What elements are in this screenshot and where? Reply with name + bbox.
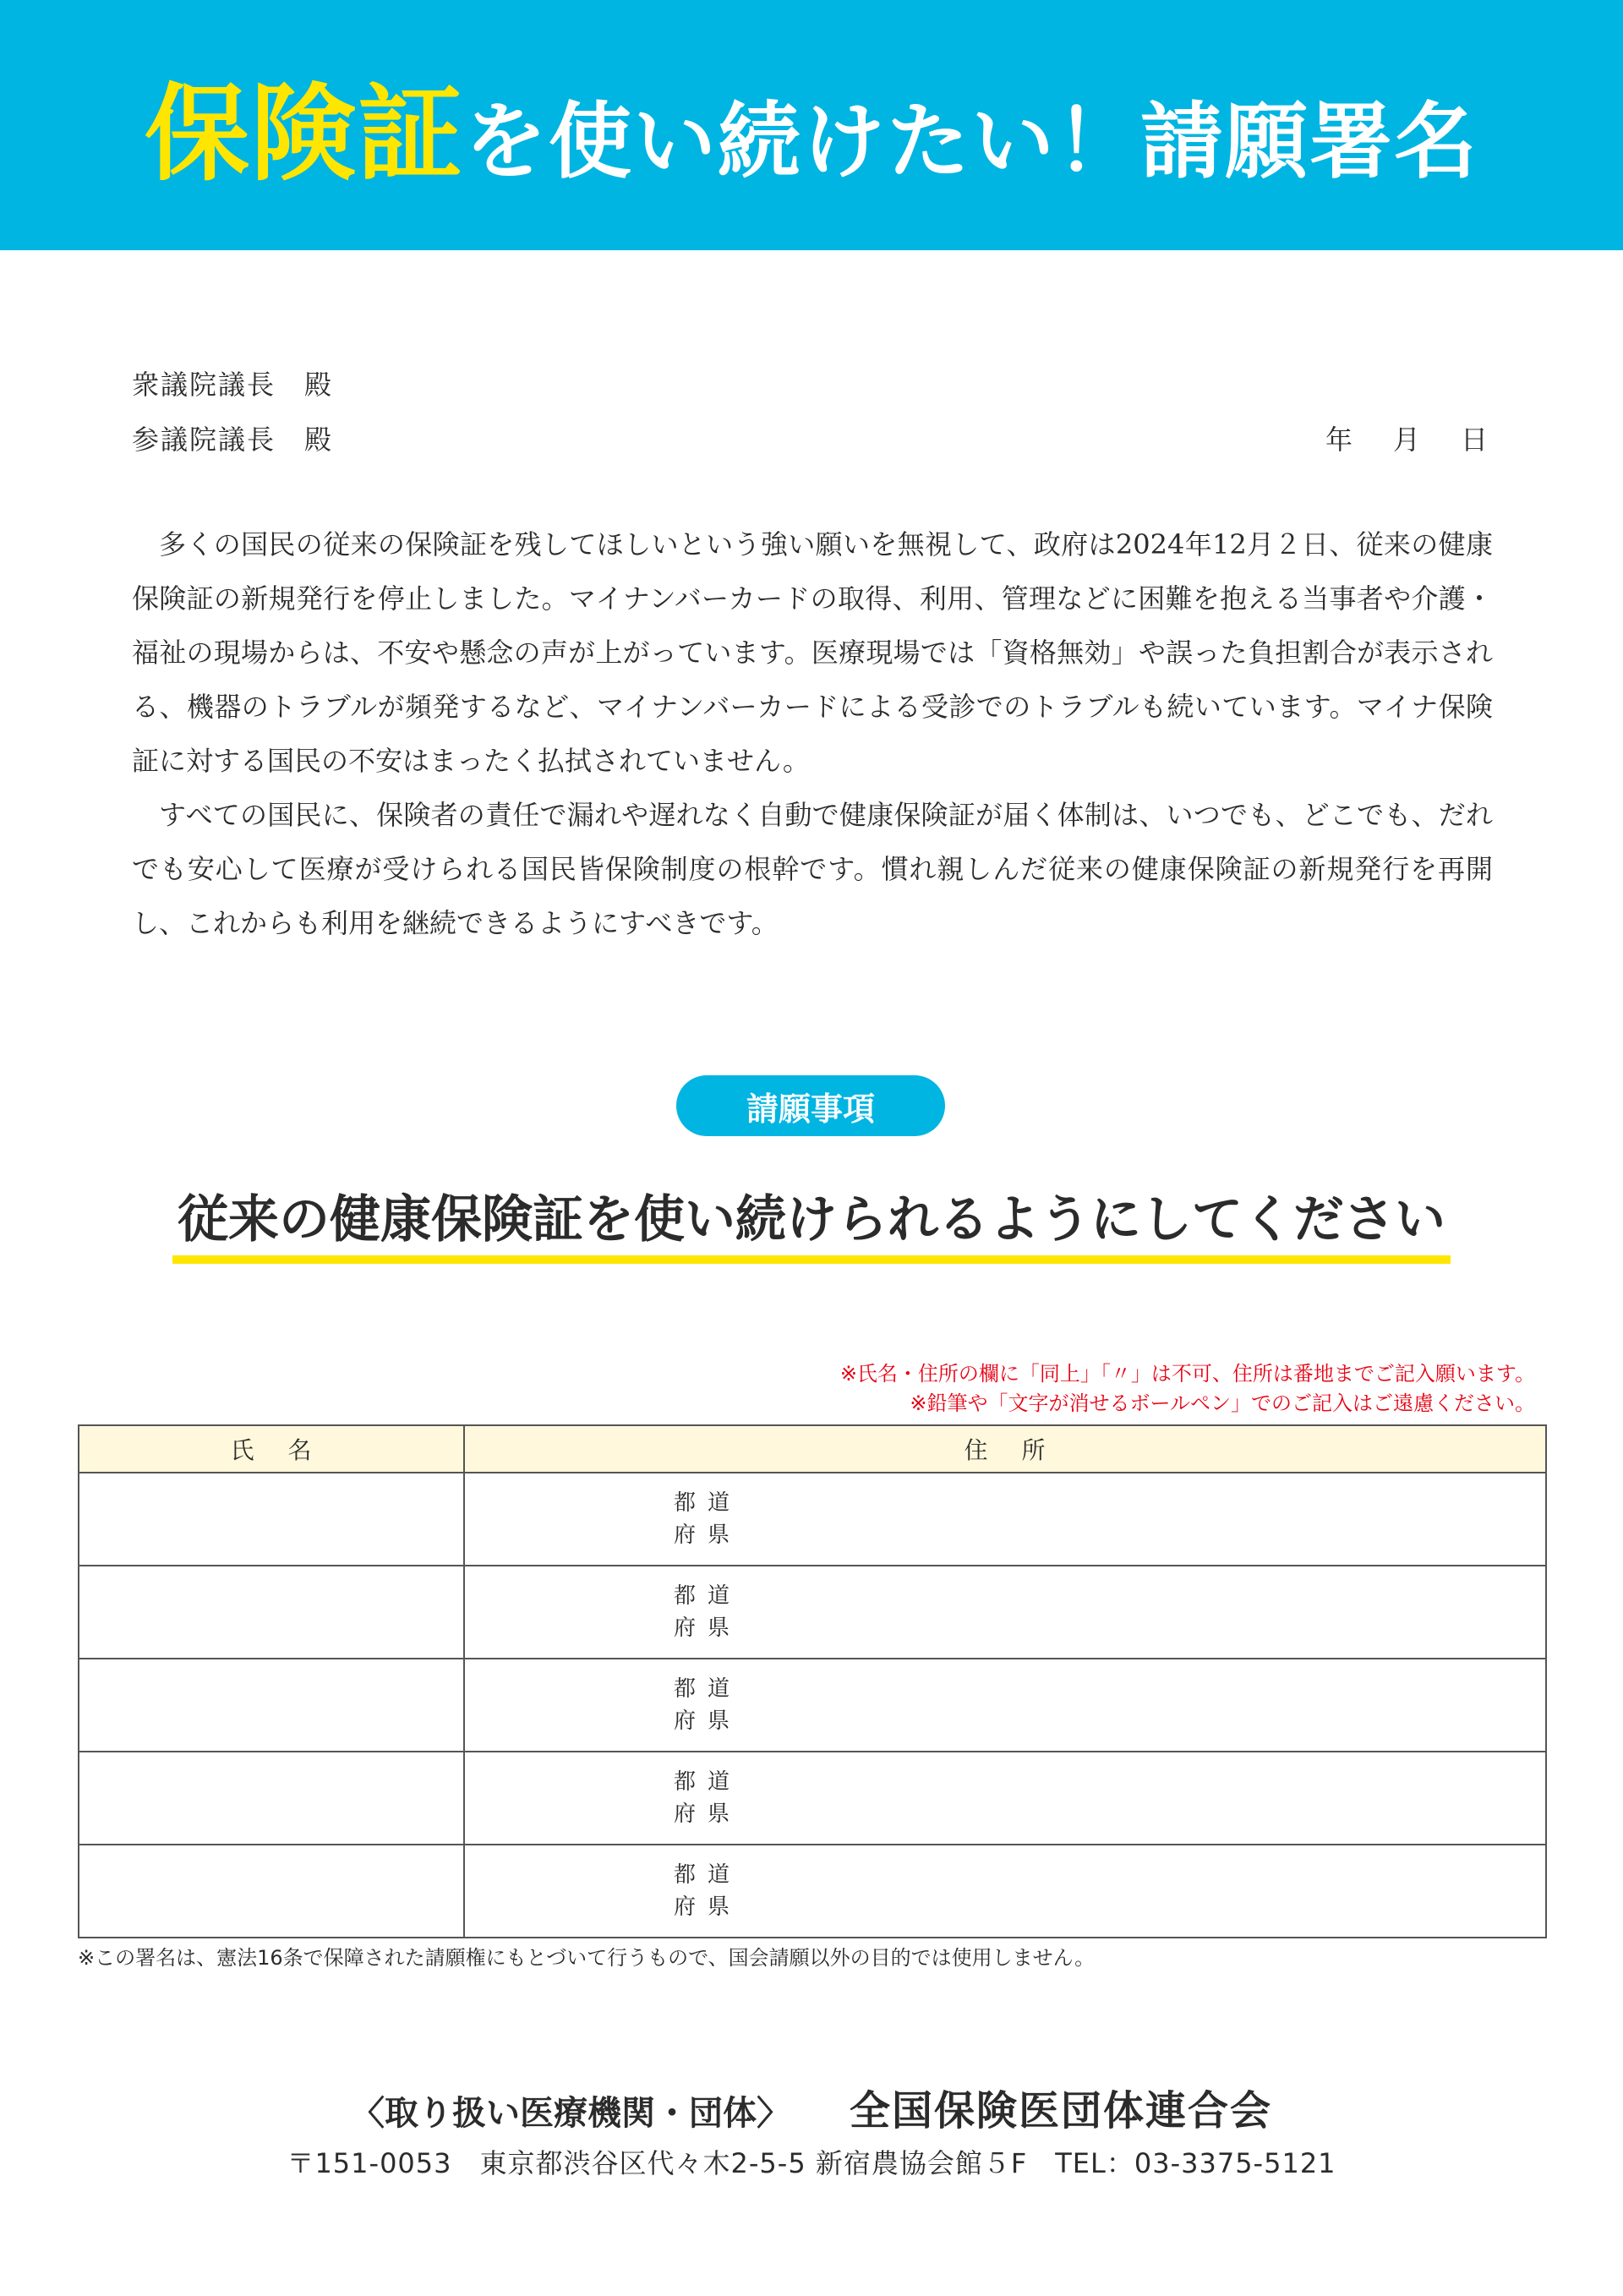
address-field[interactable] [464,1752,1546,1845]
prefecture-label-line2: 府県 [674,1894,742,1920]
page-title [145,50,1478,200]
prefecture-label-line1: 都道 [674,1583,742,1609]
prefecture-label-line1: 都道 [674,1769,742,1795]
petition-statement [172,1179,1451,1260]
note-2: ※鉛筆や「文字が消せるボールペン」でのご記入はご遠慮ください。 [910,1391,1535,1415]
table-row [79,1659,1546,1752]
addressee-house-of-representatives: 衆議院議長 殿 [132,369,334,401]
table-row [79,1566,1546,1659]
address-field[interactable] [464,1566,1546,1659]
table-row [79,1845,1546,1938]
table-header-row [79,1425,1546,1473]
table-row [79,1473,1546,1566]
prefecture-label-line1: 都道 [674,1490,742,1516]
privacy-footnote: ※この署名は、憲法16条で保障された請願権にもとづいて行うもので、国会請願以外の目的では使用しません。 [78,1946,1096,1970]
date-day: 日 [1460,424,1488,456]
address-field[interactable] [464,1845,1546,1938]
name-field[interactable] [79,1566,464,1659]
body-paragraph-1: 多くの国民の従来の保険証を残してほしいという強い願いを無視して、政府は2024年12月２日、従来の健康保険証の新規発行を停止しました。マイナンバーカードの取得、利用、管理などに困難を抱える当事者や介護・福祉の現場からは、不安や懸念の声が上がっています。医療現場では「資格無効」や誤った負担割合が表示される、機器のトラブルが頻発するなど、マイナンバーカードによる受診でのトラブルも続いています。マイナ保険証に対する国民の不安はまったく払拭されていません。 [132,528,1493,777]
header-address: 住所 [464,1425,1546,1473]
organization-label: 〈取り扱い医療機関・団体〉 [350,2094,790,2133]
header-banner [0,0,1623,250]
petition-statement-wrap [85,1179,1538,1260]
entry-notes [840,1359,1535,1419]
title-rest: を使い続けたい！請願署名 [464,94,1479,190]
body-paragraph-2: すべての国民に、保険者の責任で漏れや遅れなく自動で健康保険証が届く体制は、いつでも、どこでも、だれでも安心して医療が受けられる国民皆保険制度の根幹です。慣れ親しんだ従来の健康保険証の新規発行を再開し、これからも利用を継続できるようにすべきです。 [132,799,1493,939]
petition-body [132,517,1493,950]
name-field[interactable] [79,1845,464,1938]
prefecture-label-line1: 都道 [674,1862,742,1888]
date-month: 月 [1392,424,1420,456]
prefecture-label-line1: 都道 [674,1676,742,1702]
address-field[interactable] [464,1473,1546,1566]
name-field[interactable] [79,1659,464,1752]
organization-line [0,2078,1623,2136]
petition-statement-text: 従来の健康保険証を使い続けられるようにしてください [178,1190,1445,1249]
name-field[interactable] [79,1752,464,1845]
prefecture-label-line2: 府県 [674,1615,742,1641]
highlight-underline [172,1255,1451,1264]
title-highlight: 保険証 [144,74,464,195]
organization-name: 全国保険医団体連合会 [849,2087,1272,2135]
organization-contact: 〒151-0053 東京都渋谷区代々木2-5-5 新宿農協会館５F TEL：03-3375-5121 [287,2147,1336,2179]
prefecture-label-line2: 府県 [674,1801,742,1827]
address-field[interactable] [464,1659,1546,1752]
petition-items-badge: 請願事項 [676,1075,945,1136]
name-field[interactable] [79,1473,464,1566]
signature-table [78,1424,1547,1938]
table-row [79,1752,1546,1845]
date-year: 年 [1325,424,1352,456]
prefecture-label-line2: 府県 [674,1522,742,1548]
note-1: ※氏名・住所の欄に「同上」「〃」は不可、住所は番地までご記入願います。 [839,1362,1535,1386]
addressee-house-of-councillors: 参議院議長 殿 [132,424,334,456]
header-name: 氏名 [79,1425,464,1473]
prefecture-label-line2: 府県 [674,1708,742,1734]
date-line [1325,418,1488,457]
